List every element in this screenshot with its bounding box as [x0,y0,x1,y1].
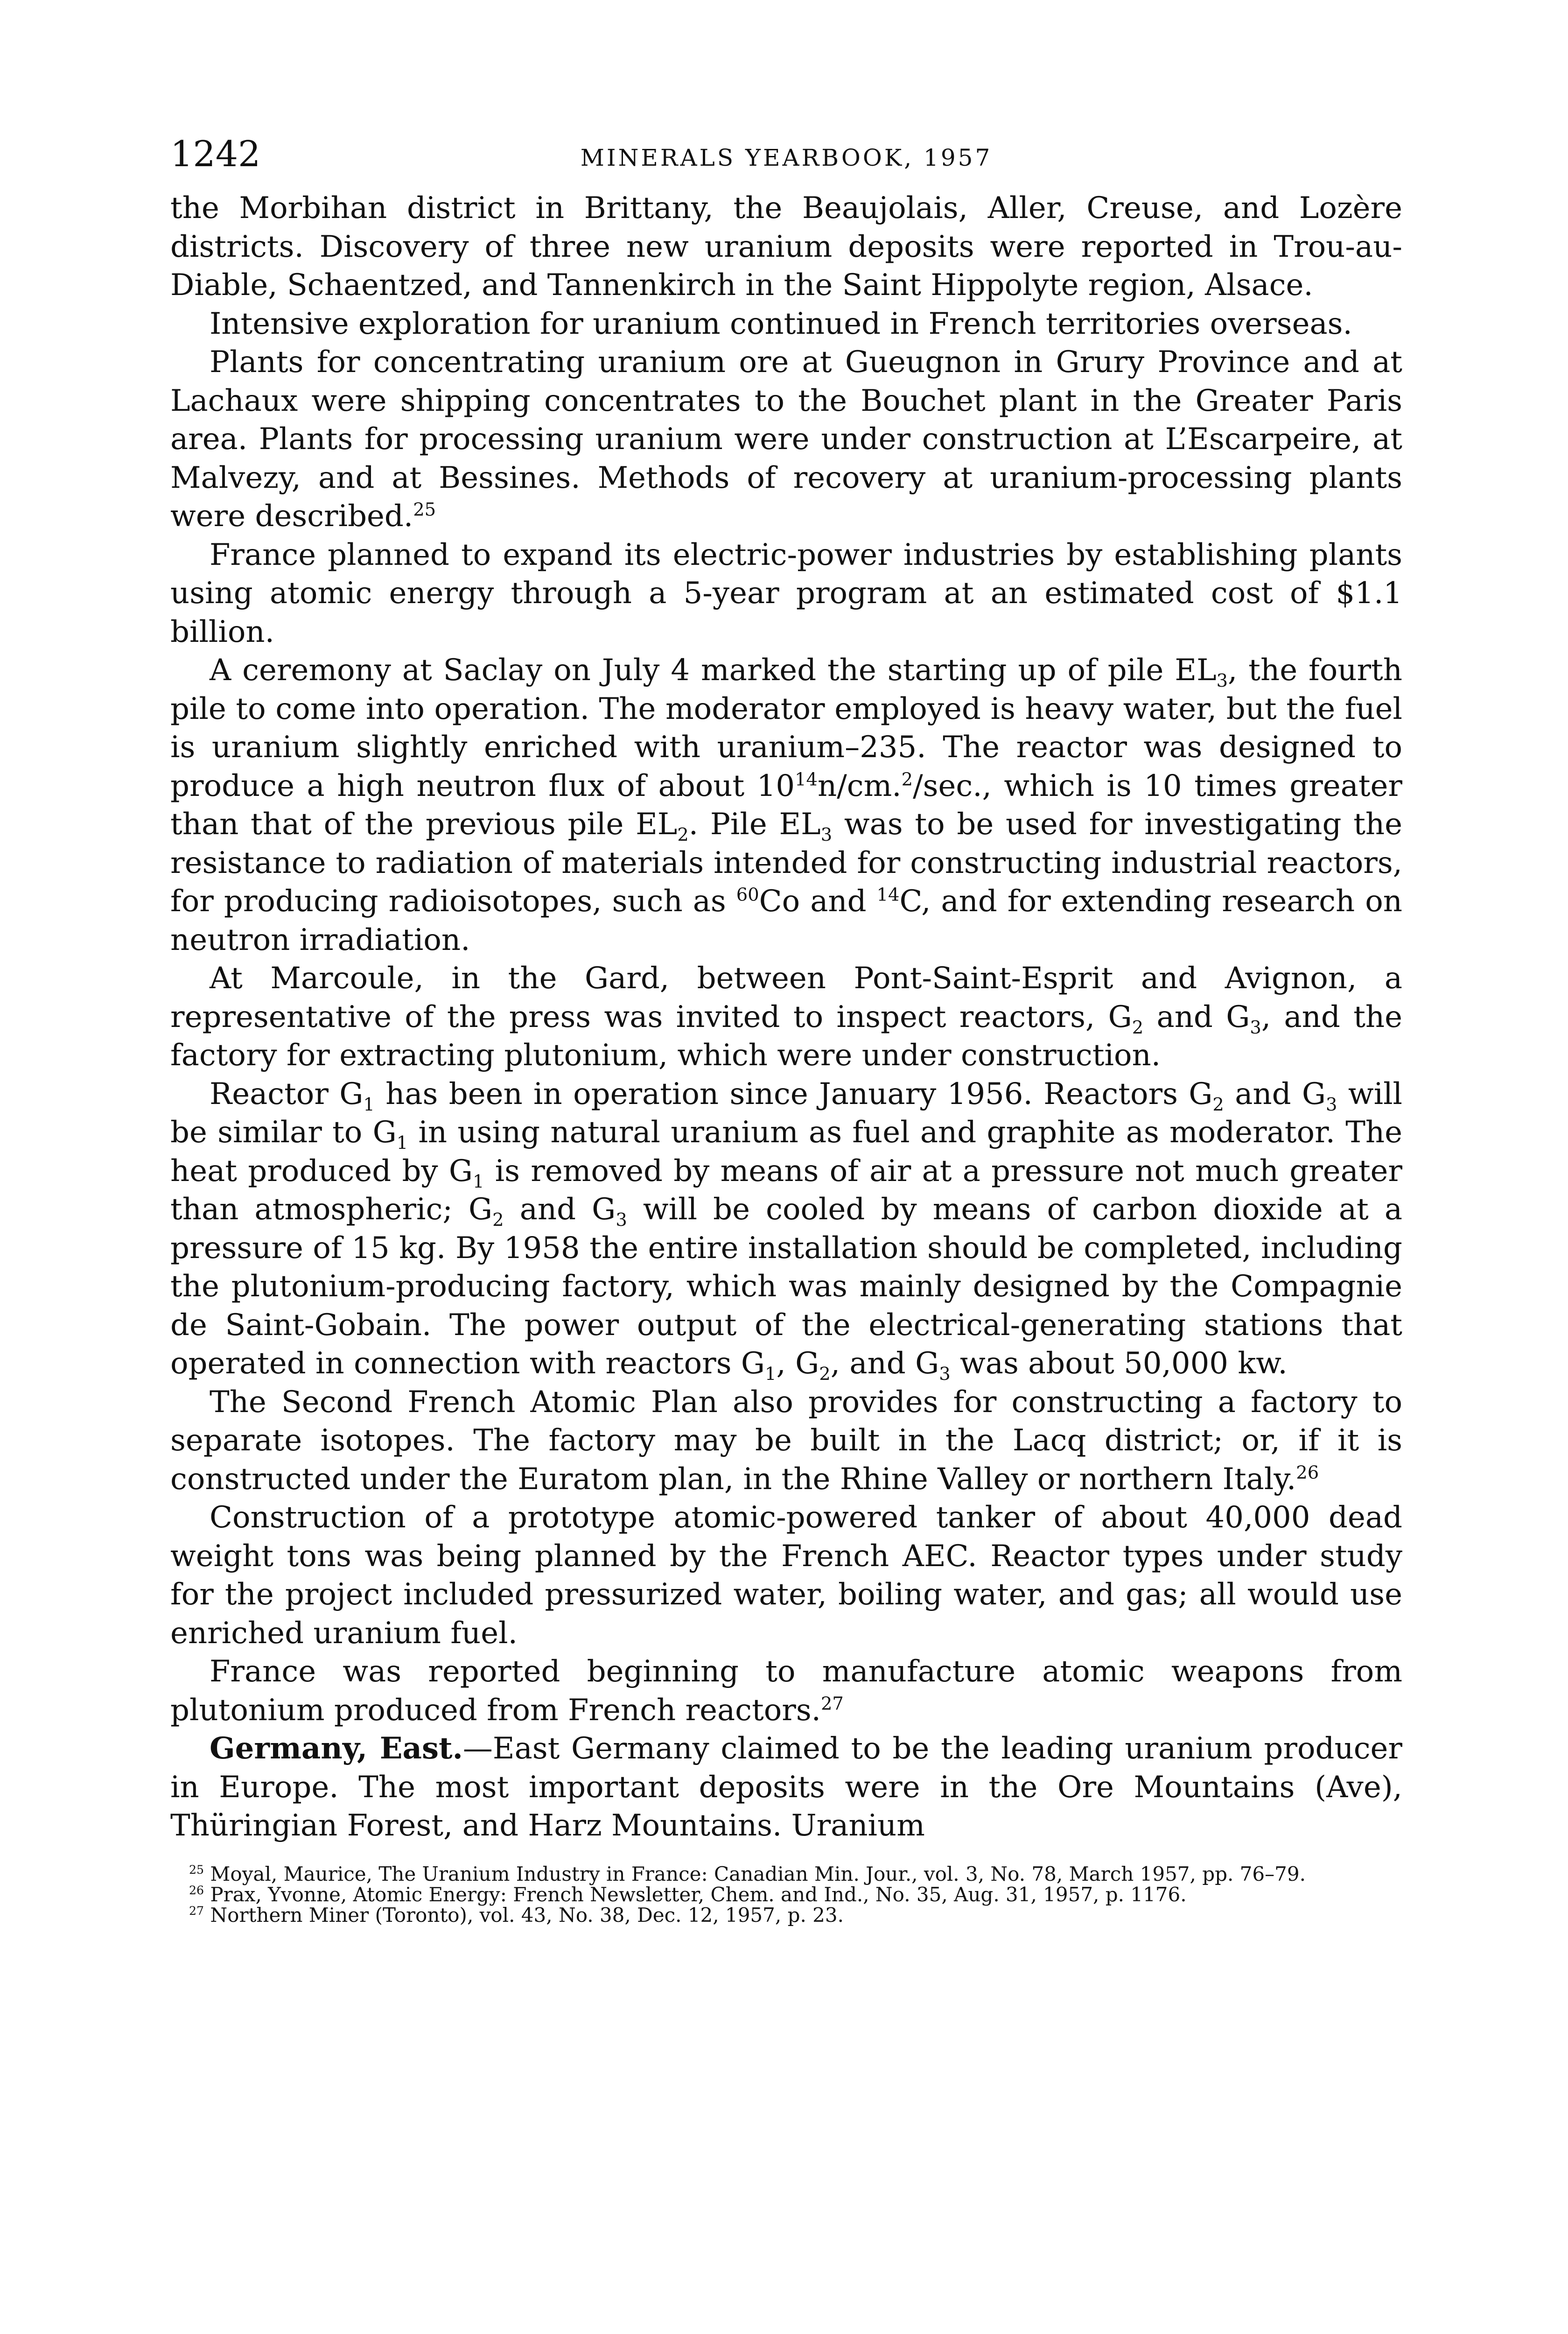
text-run: Reactor G [210,1076,364,1111]
footnote-text: Prax, Yvonne, Atomic Energy: French Newsletter, Chem. and Ind., No. 35, Aug. 31, 1957, p. 1176. [204,1883,1187,1906]
footnote-number: 25 [189,1863,204,1877]
text-run: —East Germany claimed to be the leading uranium producer in Europe. The most important deposits were in the Ore Mountains (Ave), Thüringian Forest, and Harz Mountains. Uranium [170,1731,1403,1843]
page [170,133,1402,1926]
page-number: 1242 [170,133,261,175]
text-run: , and G [830,1346,939,1381]
superscript: 27 [821,1693,844,1715]
superscript: 14 [876,884,900,906]
text-run: will be similar to G [170,1076,1403,1150]
page-header [170,133,1402,189]
text-run: France planned to expand its electric-power industries by establishing plants using atomic energy through a 5-year program at an estimated cost of $1.1 billion. [170,537,1402,649]
text-run: is removed by means of air at a pressure not much greater than atmospheric; G [170,1153,1403,1227]
subscript: 3 [1250,1017,1261,1038]
subscript: 2 [1212,1094,1224,1115]
footnote-text: Moyal, Maurice, The Uranium Industry in France: Canadian Min. Jour., vol. 3, No. 78, March 1957, pp. 76–79. [204,1862,1306,1885]
text-run: Construction of a prototype atomic-powered tanker of about 40,000 dead weight tons was being planned by the French AEC. Reactor types under study for the project included pressurized water, boiling water, and gas; all would use enriched uranium fuel. [170,1500,1402,1651]
text-run: France was reported beginning to manufacture atomic weapons from plutonium produced from French reactors. [170,1654,1402,1728]
paragraph [170,189,1402,305]
text-run: was about 50,000 kw. [950,1346,1288,1381]
subscript: 1 [396,1132,408,1153]
section-lead: Germany, East. [210,1731,463,1766]
subscript: 1 [472,1171,484,1192]
superscript: 2 [901,769,913,790]
paragraph [170,1075,1402,1383]
running-head: MINERALS YEARBOOK, 1957 [580,144,993,171]
subscript: 3 [820,824,833,845]
text-run: and G [1224,1076,1326,1111]
text-run: . Pile EL [688,807,821,842]
text-run: and G [504,1192,616,1227]
subscript: 3 [1216,670,1228,691]
paragraph [170,959,1402,1075]
subscript: 2 [677,824,689,845]
footnote [170,1864,1402,1884]
text-run: Plants for concentrating uranium ore at Gueugnon in Grury Province and at Lachaux were shipping concentrates to the Bouchet plant in the Greater Paris area. Plants for processing uranium were under construction at L’Escarpeire, at Malvezy, and at Bessines. Methods of recovery at uranium-processing plants were described. [170,345,1402,534]
text-run: the Morbihan district in Brittany, the Beaujolais, Aller, Creuse, and Lozère districts. Discovery of three new uranium deposits were reported in Trou-au-Diable, Schaentzed, and Tannenkirch in the Saint Hippolyte region, Alsace. [170,191,1402,302]
text-run: has been in operation since January 1956. Reactors G [374,1076,1213,1111]
body-text [170,189,1402,1845]
footnote-text: Northern Miner (Toronto), vol. 43, No. 38, Dec. 12, 1957, p. 23. [204,1903,844,1926]
footnote-number: 26 [189,1883,204,1897]
footnote-number: 27 [189,1904,204,1918]
text-run: C, and for extending research on neutron irradiation. [170,884,1403,957]
subscript: 1 [765,1363,777,1385]
subscript: 3 [939,1363,951,1385]
footnote [170,1884,1402,1905]
paragraph [170,536,1402,652]
footnotes [170,1864,1402,1926]
subscript: 2 [1132,1017,1144,1038]
text-run: At Marcoule, in the Gard, between Pont-Saint-Esprit and Avignon, a representative of the press was invited to inspect reactors, G [170,961,1402,1034]
text-run: , G [776,1346,819,1381]
text-run: in using natural uranium as fuel and graphite as moderator. The heat produced by G [170,1115,1403,1188]
text-run: Intensive exploration for uranium continued in French territories overseas. [210,306,1352,341]
text-run: , the fourth pile to come into operation. The moderator employed is heavy water, but the fuel is uranium slightly enriched with uranium–235. The reactor was designed to produce a high neutron flux of about 10 [170,653,1403,803]
subscript: 3 [616,1209,627,1230]
text-run: Co and [759,884,877,919]
superscript: 14 [795,769,818,790]
text-run: was to be used for investigating the resistance to radiation of materials intended for constructing industrial reactors, for producing radioisotopes, such as [170,807,1403,919]
superscript: 26 [1296,1462,1319,1483]
subscript: 2 [492,1209,504,1230]
text-run: /sec., which is 10 times greater than that of the previous pile EL [170,768,1403,842]
paragraph [170,1729,1402,1845]
footnote [170,1905,1402,1926]
subscript: 2 [819,1363,831,1385]
superscript: 25 [413,499,436,520]
superscript: 60 [736,884,759,906]
paragraph [170,343,1402,536]
text-run: The Second French Atomic Plan also provides for constructing a factory to separate isotopes. The factory may be built in the Lacq district; or, if it is constructed under the Euratom plan, in the Rhine Valley or northern Italy. [170,1385,1402,1497]
text-run: , and the factory for extracting plutonium, which were under construction. [170,999,1403,1073]
paragraph [170,651,1402,959]
subscript: 3 [1326,1094,1337,1115]
paragraph [170,1498,1402,1652]
text-run: and G [1143,999,1250,1034]
text-run: will be cooled by means of carbon dioxide at a pressure of 15 kg. By 1958 the entire installation should be completed, including the plutonium-producing factory, which was mainly designed by the Compagnie de Saint-Gobain. The power output of the electrical-generating stations that operated in connection with reactors G [170,1192,1403,1381]
paragraph [170,1652,1402,1729]
paragraph [170,1383,1402,1499]
text-run: n/cm. [817,768,902,803]
paragraph [170,305,1402,344]
subscript: 1 [363,1094,375,1115]
text-run: A ceremony at Saclay on July 4 marked the starting up of pile EL [210,653,1217,688]
